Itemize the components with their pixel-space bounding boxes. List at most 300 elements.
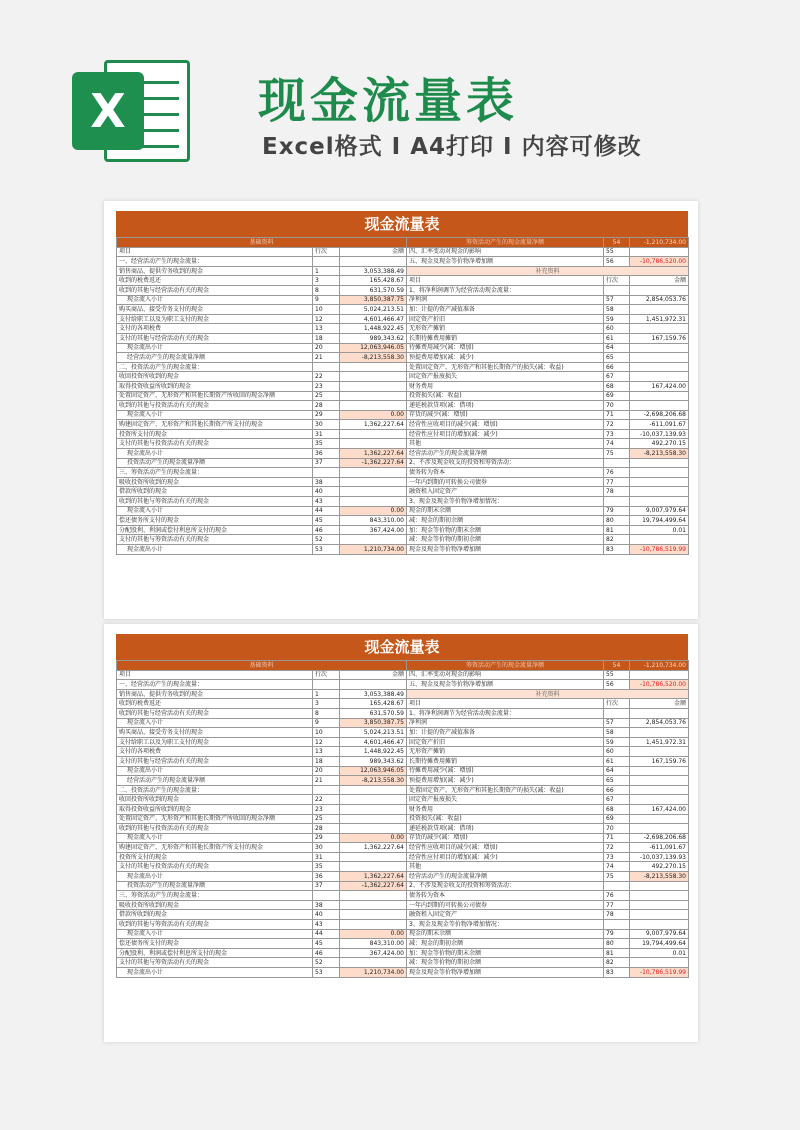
left-amount <box>340 535 407 545</box>
right-amount <box>630 824 689 834</box>
sheet-preview <box>104 624 698 1042</box>
left-item: 分配股利、利润或偿付利息所支付的现金 <box>117 948 313 958</box>
right-line-no: 69 <box>604 391 630 401</box>
table-row <box>117 680 689 690</box>
right-amount <box>630 728 689 738</box>
left-amount: 金额 <box>340 247 407 257</box>
right-item: 现金及现金等价物净增加额 <box>407 545 604 555</box>
left-item: 项目 <box>117 247 313 257</box>
left-line-no: 行次 <box>313 670 340 680</box>
left-amount <box>340 391 407 401</box>
left-amount <box>340 958 407 968</box>
right-amount: 167,159.76 <box>630 756 689 766</box>
left-item: 支付的其他与投资活动有关的现金 <box>117 439 313 449</box>
table-row <box>117 939 689 949</box>
table-row <box>117 804 689 814</box>
right-line-no: 83 <box>604 968 630 978</box>
right-item: 待摊费用减少(减：增加) <box>407 766 604 776</box>
right-amount <box>630 795 689 805</box>
left-item: 经营活动产生的现金流量净额 <box>117 776 313 786</box>
left-item: 收到的其他与经营活动有关的现金 <box>117 285 313 295</box>
right-amount <box>630 468 689 478</box>
table-row <box>117 362 689 372</box>
left-amount <box>340 814 407 824</box>
table-row <box>117 756 689 766</box>
right-amount <box>630 324 689 334</box>
left-line-no: 53 <box>313 545 340 555</box>
cash-flow-table <box>116 237 689 555</box>
left-amount <box>340 920 407 930</box>
left-item: 现金流入小计 <box>117 295 313 305</box>
right-line-no: 79 <box>604 929 630 939</box>
right-line-no: 67 <box>604 795 630 805</box>
right-line-no <box>604 920 630 930</box>
left-section-header: 基础资料 <box>117 661 407 671</box>
left-amount <box>340 795 407 805</box>
right-item: 1、将净利润调节为经营活动现金流量： <box>407 708 604 718</box>
left-amount: 1,210,734.00 <box>340 545 407 555</box>
right-line-no: 80 <box>604 939 630 949</box>
right-line-no: 69 <box>604 814 630 824</box>
sheet-title: 现金流量表 <box>116 211 688 237</box>
right-amount: -611,091.67 <box>630 843 689 853</box>
left-line-no: 3 <box>313 276 340 286</box>
left-amount: -1,362,227.64 <box>340 458 407 468</box>
right-line-no: 70 <box>604 824 630 834</box>
main-title: 现金流量表 <box>258 73 519 129</box>
left-item: 二、投资活动产生的现金流量： <box>117 362 313 372</box>
left-section-header: 基础资料 <box>117 238 407 248</box>
right-line-no: 70 <box>604 401 630 411</box>
left-item: 借款所收到的现金 <box>117 910 313 920</box>
left-amount: 12,063,946.05 <box>340 766 407 776</box>
right-item: 减：现金等价物的期初余额 <box>407 958 604 968</box>
right-amount: 19,794,499.64 <box>630 516 689 526</box>
left-line-no: 23 <box>313 381 340 391</box>
supplement-header: 补充资料 <box>407 689 689 699</box>
left-item: 一、经营活动产生的现金流量： <box>117 680 313 690</box>
right-line-no <box>604 881 630 891</box>
left-amount: 1,448,922.45 <box>340 324 407 334</box>
right-amount: -2,698,206.68 <box>630 833 689 843</box>
right-amount <box>630 343 689 353</box>
right-line-no: 56 <box>604 257 630 267</box>
right-item: 债务转为资本 <box>407 891 604 901</box>
left-item: 收到的税费返还 <box>117 276 313 286</box>
left-item: 销售商品、提供劳务收到的现金 <box>117 689 313 699</box>
right-line-no: 73 <box>604 429 630 439</box>
left-line-no: 43 <box>313 497 340 507</box>
right-amount <box>630 766 689 776</box>
right-line-no: 57 <box>604 295 630 305</box>
left-amount <box>340 487 407 497</box>
left-amount: 1,362,227.64 <box>340 872 407 882</box>
right-amount <box>630 362 689 372</box>
cash-flow-table <box>116 660 689 978</box>
table-row <box>117 468 689 478</box>
right-amount: 金额 <box>630 699 689 709</box>
right-line-no: 74 <box>604 439 630 449</box>
right-amount: -10,786,519.99 <box>630 968 689 978</box>
right-line-no: 72 <box>604 843 630 853</box>
left-line-no: 18 <box>313 333 340 343</box>
right-amount <box>630 881 689 891</box>
left-item: 支付的其他与筹资活动有关的现金 <box>117 535 313 545</box>
table-row <box>117 776 689 786</box>
right-item: 五、现金及现金等价物净增加额 <box>407 257 604 267</box>
right-item: 存货的减少(减：增加) <box>407 410 604 420</box>
left-item: 现金流出小计 <box>117 343 313 353</box>
left-amount <box>340 497 407 507</box>
left-line-no: 28 <box>313 824 340 834</box>
left-line-no: 38 <box>313 900 340 910</box>
left-line-no: 45 <box>313 516 340 526</box>
left-amount <box>340 381 407 391</box>
right-amount <box>630 305 689 315</box>
left-line-no: 52 <box>313 535 340 545</box>
right-item: 固定资产报废损失 <box>407 795 604 805</box>
left-item: 支付给职工以及为职工支付的现金 <box>117 314 313 324</box>
left-line-no: 20 <box>313 343 340 353</box>
right-line-no: 75 <box>604 872 630 882</box>
table-row <box>117 708 689 718</box>
right-line-no: 74 <box>604 862 630 872</box>
left-item: 借款所收到的现金 <box>117 487 313 497</box>
right-amount: -10,037,139.93 <box>630 429 689 439</box>
left-line-no: 10 <box>313 728 340 738</box>
right-item: 现金的期末余额 <box>407 929 604 939</box>
right-amount <box>630 391 689 401</box>
right-item: 经营活动产生的现金流量净额 <box>407 449 604 459</box>
right-line-no: 60 <box>604 324 630 334</box>
right-item: 3、现金及现金等价物净增加情况： <box>407 920 604 930</box>
left-line-no: 22 <box>313 372 340 382</box>
left-item: 购买商品、接受劳务支付的现金 <box>117 305 313 315</box>
table-row <box>117 900 689 910</box>
left-item: 现金流入小计 <box>117 833 313 843</box>
table-row <box>117 391 689 401</box>
left-item: 支付的各项税费 <box>117 747 313 757</box>
left-amount: 1,362,227.64 <box>340 449 407 459</box>
left-line-no: 21 <box>313 776 340 786</box>
left-line-no: 46 <box>313 525 340 535</box>
right-amount <box>630 747 689 757</box>
left-item: 现金流出小计 <box>117 545 313 555</box>
left-amount: 1,362,227.64 <box>340 420 407 430</box>
right-amount: -611,091.67 <box>630 420 689 430</box>
right-item: 3、现金及现金等价物净增加情况： <box>407 497 604 507</box>
left-line-no: 13 <box>313 324 340 334</box>
table-row <box>117 872 689 882</box>
right-amount: 492,270.15 <box>630 862 689 872</box>
right-line-no: 77 <box>604 477 630 487</box>
left-item: 现金流入小计 <box>117 718 313 728</box>
right-line-no: 64 <box>604 343 630 353</box>
right-line-no: 81 <box>604 525 630 535</box>
left-item: 收到的税费返还 <box>117 699 313 709</box>
right-item: 其他 <box>407 439 604 449</box>
left-line-no: 53 <box>313 968 340 978</box>
right-line-no: 65 <box>604 353 630 363</box>
left-line-no: 37 <box>313 458 340 468</box>
left-item: 现金流入小计 <box>117 410 313 420</box>
left-amount <box>340 862 407 872</box>
left-amount: 4,601,466.47 <box>340 737 407 747</box>
left-amount <box>340 900 407 910</box>
right-amount: -10,786,519.99 <box>630 545 689 555</box>
right-item: 固定资产报废损失 <box>407 372 604 382</box>
right-item: 加：计提的资产减值准备 <box>407 728 604 738</box>
right-amount: 167,424.00 <box>630 381 689 391</box>
right-item: 四、汇率变动对现金的影响 <box>407 247 604 257</box>
left-amount: 165,428.67 <box>340 276 407 286</box>
table-row <box>117 372 689 382</box>
right-item: 减：现金的期初余额 <box>407 516 604 526</box>
left-item: 收到的其他与经营活动有关的现金 <box>117 708 313 718</box>
right-item: 净利润 <box>407 718 604 728</box>
right-line-no: 78 <box>604 487 630 497</box>
right-item: 待摊费用减少(减：增加) <box>407 343 604 353</box>
right-item: 债务转为资本 <box>407 468 604 478</box>
right-line-no: 67 <box>604 372 630 382</box>
table-row <box>117 333 689 343</box>
left-item: 取得投资收益所收到的现金 <box>117 381 313 391</box>
right-section-no: 54 <box>604 238 630 248</box>
left-item: 分配股利、利润或偿付利息所支付的现金 <box>117 525 313 535</box>
left-line-no: 36 <box>313 872 340 882</box>
table-row <box>117 824 689 834</box>
right-line-no: 58 <box>604 305 630 315</box>
section-header-row <box>117 661 689 671</box>
left-line-no: 1 <box>313 689 340 699</box>
right-amount <box>630 247 689 257</box>
left-item: 收到的其他与投资活动有关的现金 <box>117 401 313 411</box>
right-item: 加：计提的资产减值准备 <box>407 305 604 315</box>
left-line-no: 40 <box>313 487 340 497</box>
right-item: 减：现金等价物的期初余额 <box>407 535 604 545</box>
right-amount <box>630 900 689 910</box>
left-line-no <box>313 362 340 372</box>
left-line-no: 29 <box>313 410 340 420</box>
left-line-no: 35 <box>313 862 340 872</box>
right-item: 五、现金及现金等价物净增加额 <box>407 680 604 690</box>
left-line-no <box>313 891 340 901</box>
section-header-row <box>117 238 689 248</box>
right-amount: -8,213,558.30 <box>630 449 689 459</box>
right-line-no: 77 <box>604 900 630 910</box>
left-amount: 1,448,922.45 <box>340 747 407 757</box>
left-amount <box>340 401 407 411</box>
right-item: 投资损失(减：收益) <box>407 814 604 824</box>
left-line-no: 8 <box>313 708 340 718</box>
left-amount: 0.00 <box>340 506 407 516</box>
left-item: 现金流入小计 <box>117 506 313 516</box>
right-item: 投资损失(减：收益) <box>407 391 604 401</box>
table-row <box>117 276 689 286</box>
left-item: 购建固定资产、无形资产和其他长期资产所支付的现金 <box>117 843 313 853</box>
right-amount: 0.01 <box>630 948 689 958</box>
right-line-no: 82 <box>604 958 630 968</box>
left-item: 支付的其他与经营活动有关的现金 <box>117 756 313 766</box>
table-row <box>117 737 689 747</box>
right-section-no: 54 <box>604 661 630 671</box>
left-item: 处置固定资产、无形资产和其他长期资产所收回的现金净额 <box>117 814 313 824</box>
left-amount <box>340 477 407 487</box>
right-amount <box>630 670 689 680</box>
table-row <box>117 305 689 315</box>
table-row <box>117 401 689 411</box>
table-row <box>117 948 689 958</box>
right-item: 预提费用增加(减：减少) <box>407 353 604 363</box>
right-line-no: 55 <box>604 247 630 257</box>
table-row <box>117 324 689 334</box>
right-item: 经营性应收项目的减少(减：增加) <box>407 843 604 853</box>
table-row <box>117 429 689 439</box>
right-amount: 2,854,053.76 <box>630 718 689 728</box>
left-amount: 631,570.59 <box>340 708 407 718</box>
left-item: 投资活动产生的现金流量净额 <box>117 458 313 468</box>
right-amount <box>630 487 689 497</box>
table-row <box>117 458 689 468</box>
left-amount: 3,850,387.75 <box>340 295 407 305</box>
table-row <box>117 343 689 353</box>
right-line-no: 行次 <box>604 699 630 709</box>
left-amount: 367,424.00 <box>340 948 407 958</box>
left-amount: 1,210,734.00 <box>340 968 407 978</box>
right-item: 减：现金的期初余额 <box>407 939 604 949</box>
left-line-no: 12 <box>313 737 340 747</box>
right-item: 无形资产摊销 <box>407 747 604 757</box>
left-item: 收到的其他与筹资活动有关的现金 <box>117 920 313 930</box>
table-row <box>117 728 689 738</box>
left-line-no: 44 <box>313 929 340 939</box>
table-row <box>117 516 689 526</box>
left-amount: -1,362,227.64 <box>340 881 407 891</box>
left-amount: 989,343.62 <box>340 333 407 343</box>
left-item: 购建固定资产、无形资产和其他长期资产所支付的现金 <box>117 420 313 430</box>
left-line-no: 38 <box>313 477 340 487</box>
right-line-no: 行次 <box>604 276 630 286</box>
left-line-no: 30 <box>313 843 340 853</box>
left-line-no: 36 <box>313 449 340 459</box>
table-row <box>117 699 689 709</box>
left-item: 支付的其他与筹资活动有关的现金 <box>117 958 313 968</box>
right-line-no: 56 <box>604 680 630 690</box>
left-item: 现金流出小计 <box>117 872 313 882</box>
right-line-no: 60 <box>604 747 630 757</box>
left-amount <box>340 891 407 901</box>
left-amount: 3,053,388.49 <box>340 689 407 699</box>
left-line-no: 22 <box>313 795 340 805</box>
left-line-no: 35 <box>313 439 340 449</box>
left-amount: 4,601,466.47 <box>340 314 407 324</box>
left-amount: -8,213,558.30 <box>340 353 407 363</box>
left-line-no: 23 <box>313 804 340 814</box>
right-amount: 167,424.00 <box>630 804 689 814</box>
right-amount <box>630 920 689 930</box>
left-line-no: 25 <box>313 391 340 401</box>
left-amount: 3,850,387.75 <box>340 718 407 728</box>
left-line-no: 18 <box>313 756 340 766</box>
left-line-no: 52 <box>313 958 340 968</box>
left-item: 项目 <box>117 670 313 680</box>
right-item: 现金的期末余额 <box>407 506 604 516</box>
right-line-no: 61 <box>604 756 630 766</box>
right-amount <box>630 353 689 363</box>
banner <box>0 0 800 195</box>
table-row <box>117 266 689 276</box>
right-amount: 1,451,972.31 <box>630 314 689 324</box>
right-line-no: 76 <box>604 468 630 478</box>
table-row <box>117 843 689 853</box>
sheet-preview <box>104 201 698 619</box>
table-row <box>117 833 689 843</box>
right-section-header: 筹资活动产生的现金流量净额 <box>407 661 604 671</box>
right-amount <box>630 776 689 786</box>
left-line-no: 45 <box>313 939 340 949</box>
table-row <box>117 766 689 776</box>
table-row <box>117 295 689 305</box>
right-line-no: 79 <box>604 506 630 516</box>
right-line-no <box>604 708 630 718</box>
right-line-no: 57 <box>604 718 630 728</box>
right-item: 递延税款贷项(减：借项) <box>407 824 604 834</box>
right-amount: 9,007,979.64 <box>630 929 689 939</box>
left-line-no: 9 <box>313 718 340 728</box>
right-item: 递延税款贷项(减：借项) <box>407 401 604 411</box>
right-line-no: 66 <box>604 785 630 795</box>
right-item: 财务费用 <box>407 381 604 391</box>
right-item: 长期待摊费用摊销 <box>407 756 604 766</box>
right-amount <box>630 708 689 718</box>
left-line-no: 9 <box>313 295 340 305</box>
right-item: 加：现金等价物的期末余额 <box>407 525 604 535</box>
left-amount: 843,310.00 <box>340 516 407 526</box>
right-item: 预提费用增加(减：减少) <box>407 776 604 786</box>
table-row <box>117 862 689 872</box>
left-line-no: 10 <box>313 305 340 315</box>
left-amount: 631,570.59 <box>340 285 407 295</box>
left-line-no: 12 <box>313 314 340 324</box>
table-row <box>117 285 689 295</box>
left-item: 支付的各项税费 <box>117 324 313 334</box>
right-item: 长期待摊费用摊销 <box>407 333 604 343</box>
right-line-no: 78 <box>604 910 630 920</box>
table-row <box>117 420 689 430</box>
left-item: 处置固定资产、无形资产和其他长期资产所收回的现金净额 <box>117 391 313 401</box>
right-item: 项目 <box>407 276 604 286</box>
left-amount <box>340 852 407 862</box>
logo-letter: X <box>72 72 144 150</box>
left-item: 偿还债务所支付的现金 <box>117 939 313 949</box>
right-item: 无形资产摊销 <box>407 324 604 334</box>
left-amount: 5,024,213.51 <box>340 305 407 315</box>
left-amount: 0.00 <box>340 833 407 843</box>
table-row <box>117 535 689 545</box>
table-row <box>117 929 689 939</box>
right-amount <box>630 401 689 411</box>
left-amount: 0.00 <box>340 929 407 939</box>
right-item: 经营性应付项目的增加(减：减少) <box>407 852 604 862</box>
left-item: 投资所支付的现金 <box>117 429 313 439</box>
left-line-no: 28 <box>313 401 340 411</box>
right-amount: 金额 <box>630 276 689 286</box>
right-amount: 2,854,053.76 <box>630 295 689 305</box>
left-item: 购买商品、接受劳务支付的现金 <box>117 728 313 738</box>
table-row <box>117 381 689 391</box>
right-item: 经营性应付项目的增加(减：减少) <box>407 429 604 439</box>
left-amount: 金额 <box>340 670 407 680</box>
